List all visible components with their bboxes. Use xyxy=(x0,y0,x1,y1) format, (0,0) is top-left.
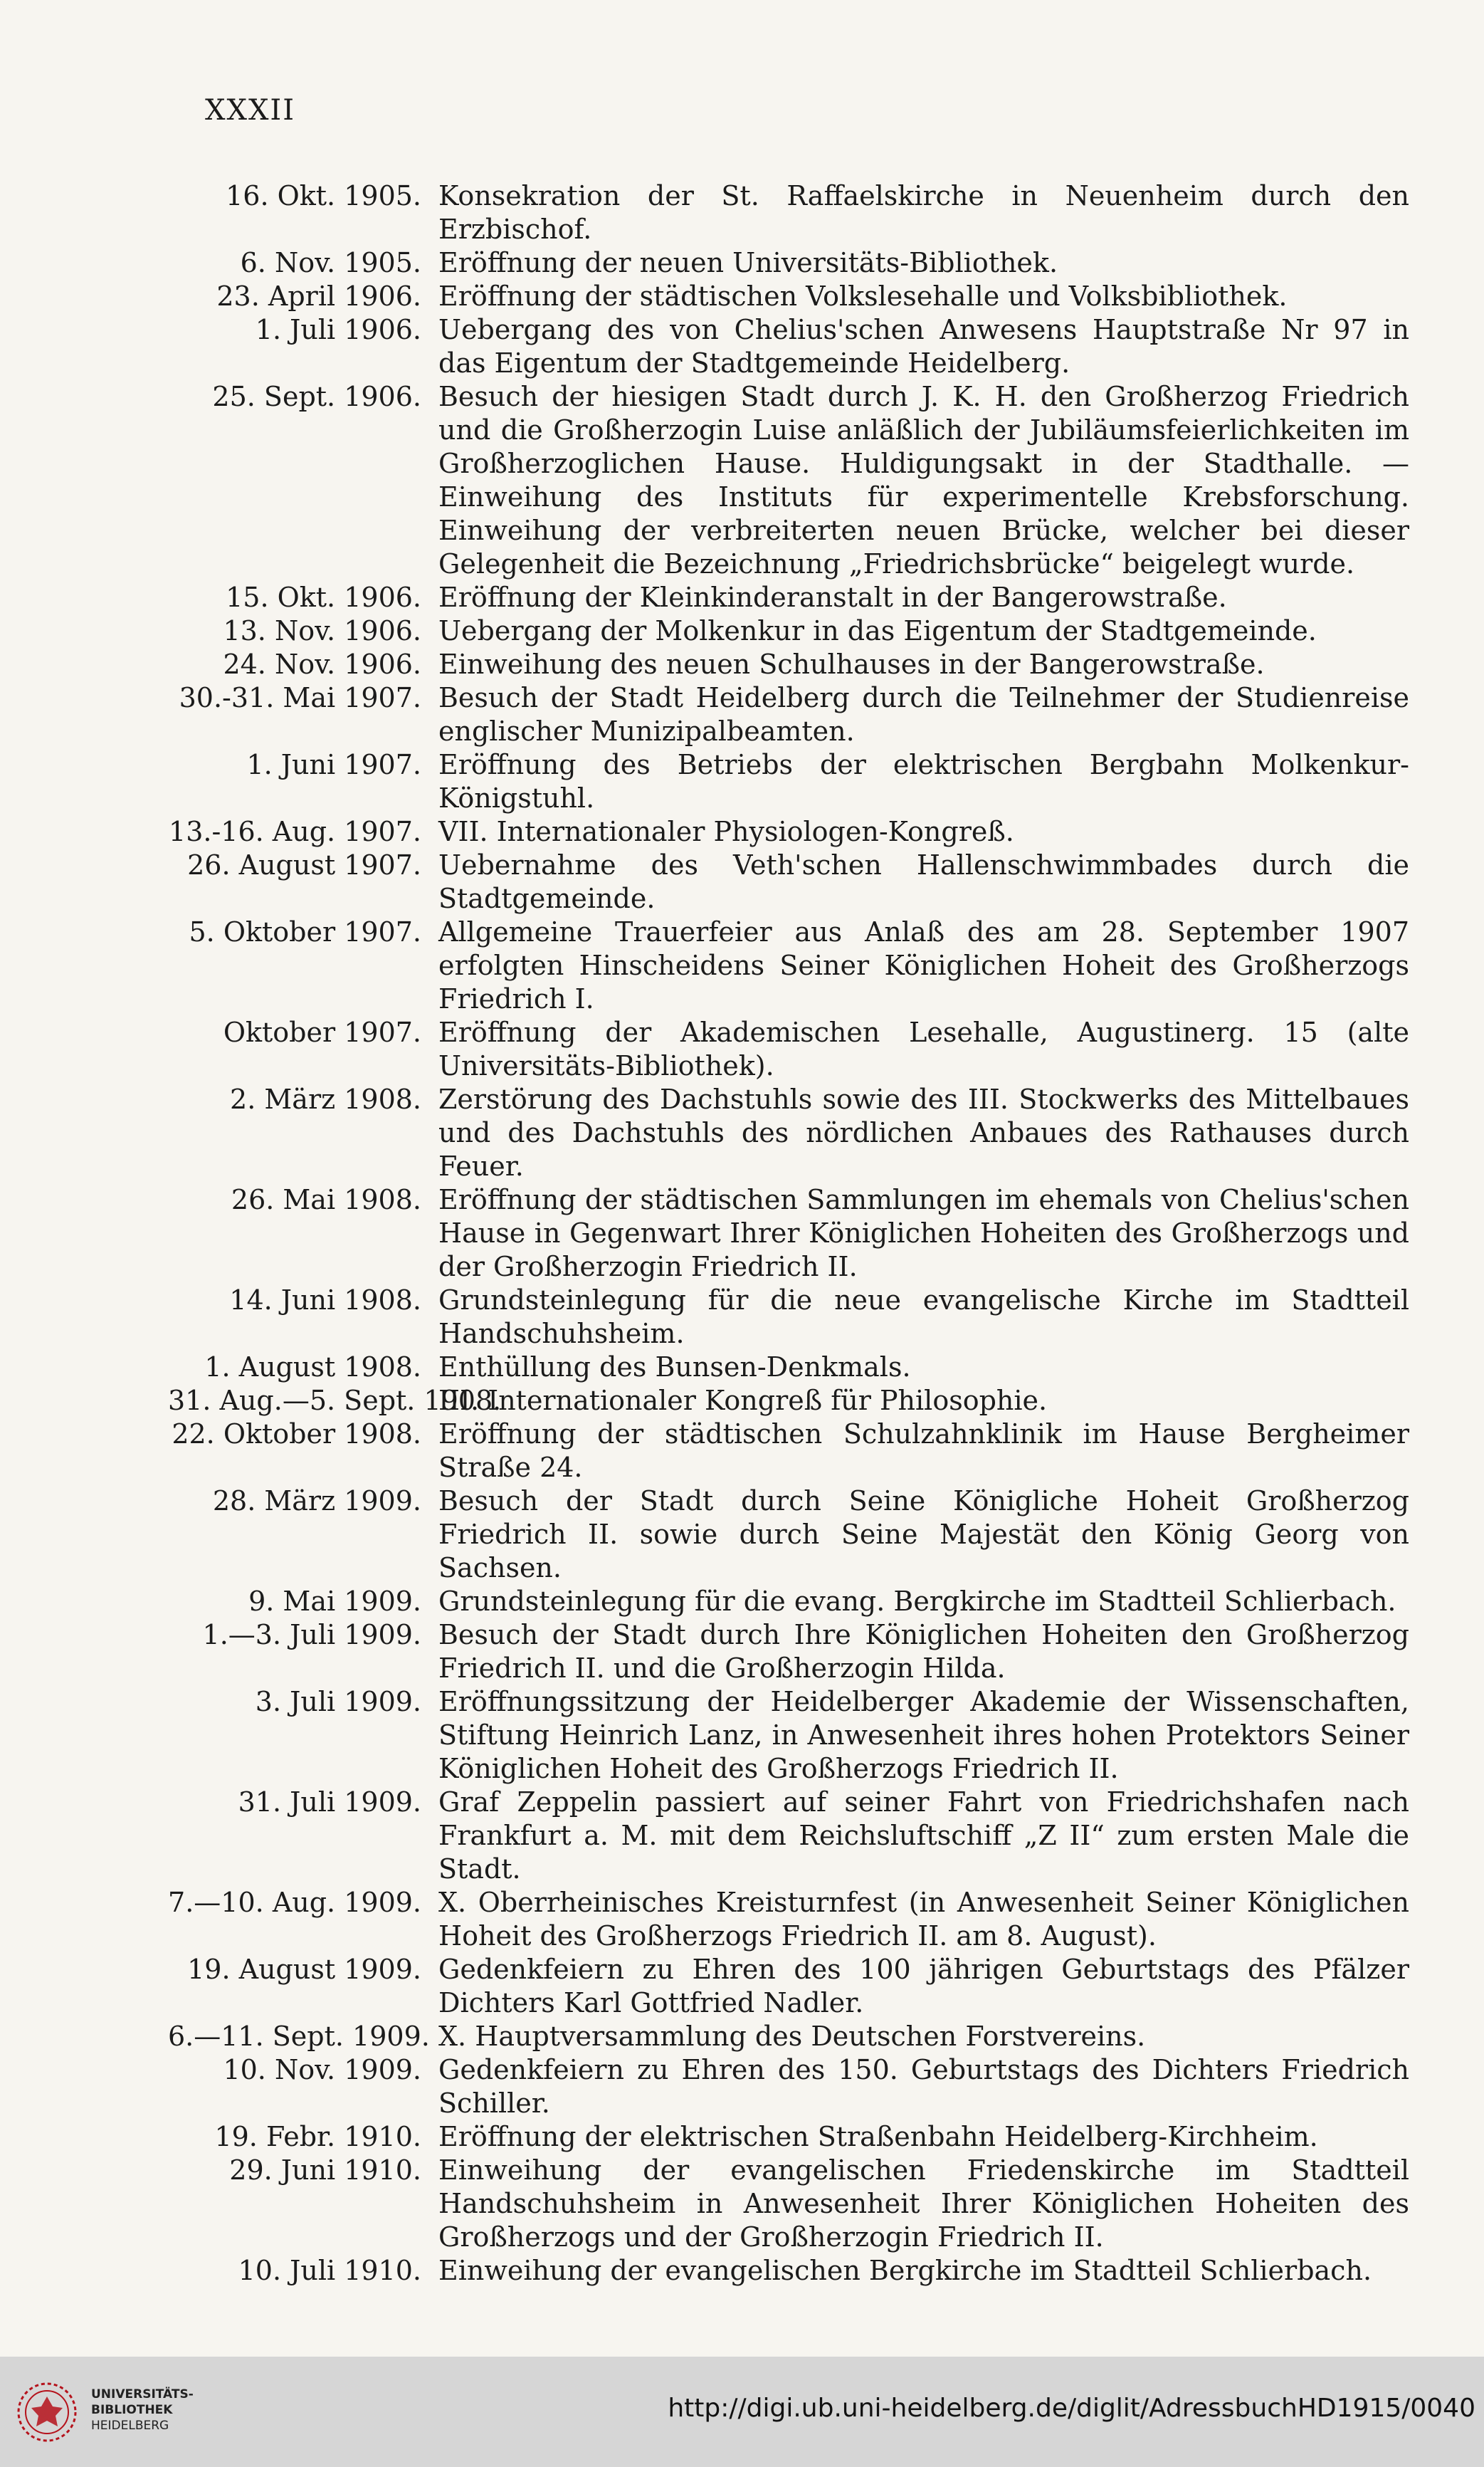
entry-date: 31. Juli 1909. xyxy=(238,1786,421,1818)
chronicle-entry xyxy=(168,313,1409,380)
entry-text: Uebernahme des Veth'schen Hallenschwimmbades durch die Stadtgemeinde. xyxy=(438,849,1409,914)
entry-date: 10. Juli 1910. xyxy=(238,2255,421,2286)
chronicle-entry xyxy=(168,380,1409,581)
chronicle-list xyxy=(168,179,1409,2288)
chronicle-entry xyxy=(168,681,1409,748)
entry-text: Zerstörung des Dachstuhls sowie des III. Stockwerks des Mittelbaues und des Dachstuhls des nördlichen Anbaues des Rathauses durch Feuer. xyxy=(438,1084,1409,1182)
entry-date: 19. August 1909. xyxy=(187,1954,421,1985)
entry-text: Besuch der hiesigen Stadt durch J. K. H. den Großherzog Friedrich und die Großherzogin Luise anläßlich der Jubiläumsfeierlichkeiten im Großherzoglichen Hause. Huldigungsakt in der Stadthalle. — Einweihung des Instituts für experimentelle Krebsforschung. Einweihung der verbreiterten neuen Brücke, welcher bei dieser Gelegenheit die Bezeichnung „Friedrichsbrücke“ beigelegt wurde. xyxy=(438,381,1409,580)
entry-date: 14. Juni 1908. xyxy=(229,1284,421,1316)
entry-text: Eröffnungssitzung der Heidelberger Akademie der Wissenschaften, Stiftung Heinrich Lanz, in Anwesenheit ihres hohen Protektors Seiner Königlichen Hoheit des Großherzogs Friedrich II. xyxy=(438,1686,1409,1784)
entry-date: 3. Juli 1909. xyxy=(255,1686,421,1717)
entry-text: Allgemeine Trauerfeier aus Anlaß des am 28. September 1907 erfolgten Hinscheidens Seiner Königlichen Hoheit des Großherzogs Friedrich I. xyxy=(438,916,1409,1015)
entry-date: 5. Oktober 1907. xyxy=(189,916,421,948)
entry-text: Graf Zeppelin passiert auf seiner Fahrt von Friedrichshafen nach Frankfurt a. M. mit dem Reichsluftschiff „Z II“ zum ersten Male die Stadt. xyxy=(438,1786,1409,1885)
entry-text: III. Internationaler Kongreß für Philosophie. xyxy=(438,1385,1048,1416)
entry-text: Gedenkfeiern zu Ehren des 150. Geburtstags des Dichters Friedrich Schiller. xyxy=(438,2054,1409,2119)
entry-text: Besuch der Stadt durch Ihre Königlichen Hoheiten den Großherzog Friedrich II. und die Großherzogin Hilda. xyxy=(438,1619,1409,1684)
entry-date: Oktober 1907. xyxy=(223,1017,421,1048)
entry-date: 7.—10. Aug. 1909. xyxy=(168,1887,421,1918)
entry-date: 29. Juni 1910. xyxy=(229,2154,421,2186)
chronicle-entry xyxy=(168,1384,1409,1418)
entry-text: X. Oberrheinisches Kreisturnfest (in Anwesenheit Seiner Königlichen Hoheit des Großherzogs Friedrich II. am 8. August). xyxy=(438,1887,1409,1952)
entry-date: 1. Juli 1906. xyxy=(255,314,421,345)
entry-date: 13. Nov. 1906. xyxy=(223,615,421,646)
entry-text: Eröffnung der elektrischen Straßenbahn Heidelberg-Kirchheim. xyxy=(438,2121,1318,2152)
entry-text: Besuch der Stadt Heidelberg durch die Teilnehmer der Studienreise englischer Munizipalbeamten. xyxy=(438,682,1409,747)
chronicle-entry xyxy=(168,1351,1409,1384)
entry-text: Gedenkfeiern zu Ehren des 100 jährigen Geburtstags des Pfälzer Dichters Karl Gottfried Nadler. xyxy=(438,1954,1409,2018)
chronicle-entry xyxy=(168,246,1409,280)
entry-date: 26. Mai 1908. xyxy=(231,1184,421,1215)
chronicle-entry xyxy=(168,916,1409,1016)
entry-date: 6.—11. Sept. 1909. xyxy=(168,2021,430,2052)
entry-text: Eröffnung der neuen Universitäts-Bibliothek. xyxy=(438,247,1058,278)
entry-text: Einweihung der evangelischen Bergkirche im Stadtteil Schlierbach. xyxy=(438,2255,1372,2286)
chronicle-entry xyxy=(168,1618,1409,1685)
entry-text: Einweihung der evangelischen Friedenskirche im Stadtteil Handschuhsheim in Anwesenheit Ihrer Königlichen Hoheiten des Großherzogs und der Großherzogin Friedrich II. xyxy=(438,2154,1409,2253)
library-name-line1: UNIVERSITÄTS- xyxy=(91,2387,194,2401)
chronicle-entry xyxy=(168,2120,1409,2154)
chronicle-entry xyxy=(168,815,1409,849)
entry-date: 25. Sept. 1906. xyxy=(212,381,421,412)
chronicle-entry xyxy=(168,2053,1409,2120)
entry-text: Eröffnung der Akademischen Lesehalle, Augustinerg. 15 (alte Universitäts-Bibliothek). xyxy=(438,1017,1409,1081)
chronicle-entry xyxy=(168,648,1409,681)
library-seal-icon xyxy=(9,2377,85,2448)
entry-date: 9. Mai 1909. xyxy=(248,1586,421,1617)
entry-text: Grundsteinlegung für die neue evangelische Kirche im Stadtteil Handschuhsheim. xyxy=(438,1284,1409,1349)
entry-date: 28. März 1909. xyxy=(212,1485,421,1517)
chronicle-entry xyxy=(168,581,1409,614)
chronicle-entry xyxy=(168,1083,1409,1183)
footer-bar xyxy=(0,2357,1484,2467)
chronicle-entry xyxy=(168,1418,1409,1484)
chronicle-entry xyxy=(168,179,1409,246)
library-name-line3: HEIDELBERG xyxy=(91,2419,169,2433)
chronicle-entry xyxy=(168,1886,1409,1953)
chronicle-entry xyxy=(168,2154,1409,2254)
entry-text: Grundsteinlegung für die evang. Bergkirche im Stadtteil Schlierbach. xyxy=(438,1586,1396,1617)
entry-date: 24. Nov. 1906. xyxy=(223,649,421,680)
chronicle-entry xyxy=(168,614,1409,648)
entry-text: Eröffnung der städtischen Volkslesehalle und Volksbibliothek. xyxy=(438,281,1288,312)
entry-date: 19. Febr. 1910. xyxy=(214,2121,421,2152)
chronicle-entry xyxy=(168,1484,1409,1585)
entry-date: 1. August 1908. xyxy=(204,1351,421,1383)
chronicle-entry xyxy=(168,1016,1409,1083)
entry-text: Konsekration der St. Raffaelskirche in Neuenheim durch den Erzbischof. xyxy=(438,180,1409,245)
chronicle-entry xyxy=(168,1284,1409,1351)
chronicle-entry xyxy=(168,280,1409,313)
entry-date: 30.-31. Mai 1907. xyxy=(179,682,421,713)
chronicle-entry xyxy=(168,1786,1409,1886)
entry-date: 1.—3. Juli 1909. xyxy=(202,1619,421,1650)
library-name xyxy=(91,2387,194,2434)
entry-text: Enthüllung des Bunsen-Denkmals. xyxy=(438,1351,911,1383)
entry-date: 2. März 1908. xyxy=(230,1084,421,1115)
entry-text: Besuch der Stadt durch Seine Königliche Hoheit Großherzog Friedrich II. sowie durch Seine Majestät den König Georg von Sachsen. xyxy=(438,1485,1409,1583)
entry-date: 23. April 1906. xyxy=(216,281,421,312)
library-name-line2: BIBLIOTHEK xyxy=(91,2403,173,2417)
entry-text: Eröffnung des Betriebs der elektrischen Bergbahn Molkenkur-Königstuhl. xyxy=(438,749,1409,814)
chronicle-entry xyxy=(168,1585,1409,1618)
entry-text: Eröffnung der städtischen Schulzahnklinik im Hause Bergheimer Straße 24. xyxy=(438,1418,1409,1483)
entry-date: 26. August 1907. xyxy=(187,849,421,881)
entry-date: 6. Nov. 1905. xyxy=(240,247,421,278)
entry-text: VII. Internationaler Physiologen-Kongreß. xyxy=(438,816,1014,847)
entry-date: 1. Juni 1907. xyxy=(246,749,421,780)
chronicle-entry xyxy=(168,748,1409,815)
entry-text: Eröffnung der städtischen Sammlungen im ehemals von Chelius'schen Hause in Gegenwart Ihrer Königlichen Hoheiten des Großherzogs und der Großherzogin Friedrich II. xyxy=(438,1184,1409,1282)
chronicle-entry xyxy=(168,1183,1409,1284)
entry-date: 13.-16. Aug. 1907. xyxy=(169,816,421,847)
entry-date: 31. Aug.—5. Sept. 1908. xyxy=(168,1385,502,1416)
entry-date: 15. Okt. 1906. xyxy=(226,582,421,613)
chronicle-entry xyxy=(168,2254,1409,2288)
source-url-link[interactable]: http://digi.ub.uni-heidelberg.de/diglit/AdressbuchHD1915/0040 xyxy=(668,2394,1475,2423)
entry-date: 16. Okt. 1905. xyxy=(226,180,421,211)
entry-text: Uebergang der Molkenkur in das Eigentum der Stadtgemeinde. xyxy=(438,615,1317,646)
entry-date: 10. Nov. 1909. xyxy=(223,2054,421,2085)
entry-text: Einweihung des neuen Schulhauses in der Bangerowstraße. xyxy=(438,649,1265,680)
chronicle-entry xyxy=(168,2020,1409,2053)
entry-date: 22. Oktober 1908. xyxy=(172,1418,421,1450)
entry-text: X. Hauptversammlung des Deutschen Forstvereins. xyxy=(438,2021,1146,2052)
chronicle-entry xyxy=(168,1953,1409,2020)
chronicle-entry xyxy=(168,1685,1409,1786)
page-number: XXXII xyxy=(205,94,296,127)
entry-text: Eröffnung der Kleinkinderanstalt in der Bangerowstraße. xyxy=(438,582,1227,613)
chronicle-entry xyxy=(168,849,1409,916)
entry-text: Uebergang des von Chelius'schen Anwesens Hauptstraße Nr 97 in das Eigentum der Stadtgemeinde Heidelberg. xyxy=(438,314,1409,379)
